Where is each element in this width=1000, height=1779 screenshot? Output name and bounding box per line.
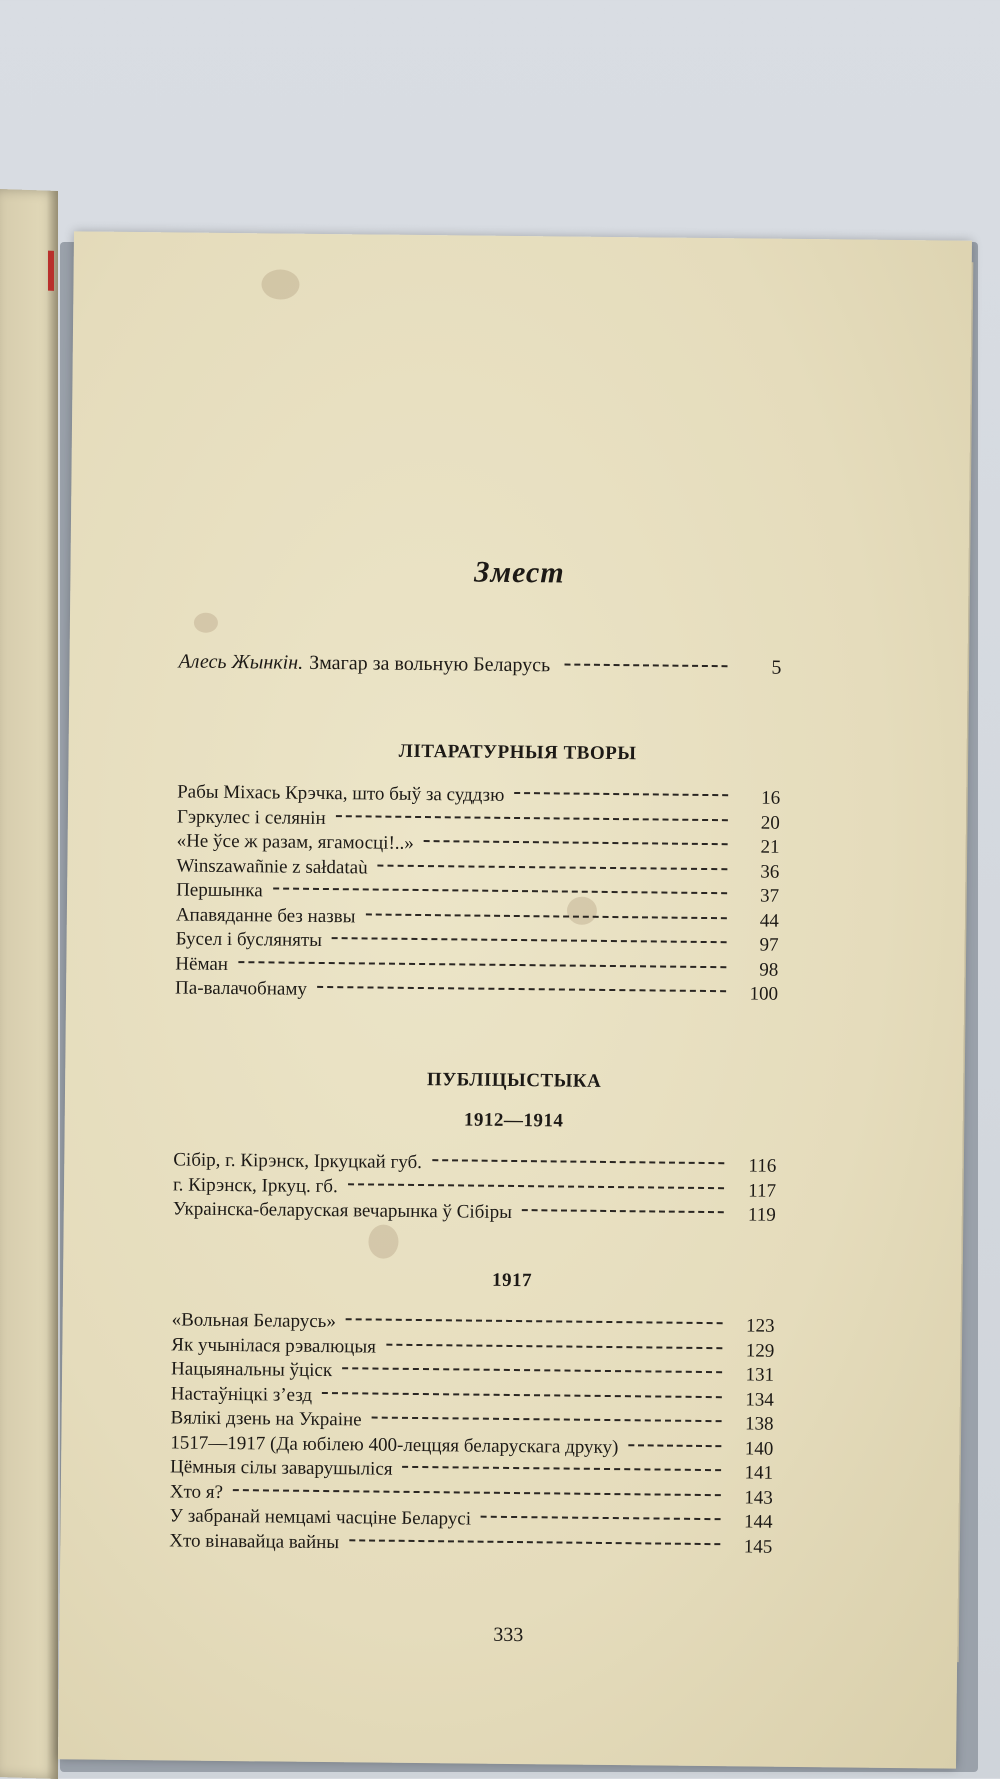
toc-1912 [173, 1148, 777, 1228]
leader-dashes [514, 792, 728, 796]
toc-page: 21 [760, 836, 780, 858]
toc-page: 138 [744, 1413, 774, 1435]
leader-dashes [238, 961, 726, 968]
leader-dashes [322, 1392, 722, 1398]
leader-dashes [432, 1159, 724, 1164]
leader-dashes [233, 1489, 721, 1496]
toc-label: Першынка [176, 879, 263, 902]
leader-dashes [564, 663, 727, 667]
toc-page: 145 [743, 1535, 773, 1558]
leader-dashes [273, 887, 727, 894]
toc-page: 44 [759, 910, 779, 932]
leader-dashes [424, 840, 728, 845]
toc-page: 97 [759, 934, 779, 956]
leader-dashes [348, 1183, 724, 1189]
toc-label: Як учынілася рэвалюцыя [171, 1333, 377, 1358]
toc-label: Апавяданне без назвы [175, 903, 356, 927]
intro-entry [178, 650, 781, 679]
leader-dashes [332, 937, 727, 943]
toc-row [169, 1529, 772, 1560]
toc-label: Хто я? [169, 1480, 224, 1503]
leader-dashes [628, 1444, 721, 1447]
toc-label: Нёман [175, 952, 229, 975]
toc-page: 131 [745, 1364, 775, 1386]
toc-row [175, 976, 778, 1007]
leader-dashes [317, 986, 726, 992]
page-number: 333 [493, 1623, 524, 1647]
left-page-edge [0, 189, 58, 1779]
leader-dashes [522, 1209, 724, 1213]
toc-label: г. Кірэнск, Іркуц. гб. [172, 1173, 338, 1197]
toc-label: Цёмныя сілы заварушыліся [169, 1456, 393, 1480]
section-heading-1912: 1912—1914 [463, 1109, 564, 1132]
toc-1917 [169, 1308, 775, 1559]
section-heading-literary: ЛІТАРАТУРНЫЯ ТВОРЫ [398, 740, 637, 765]
leader-dashes [378, 864, 728, 870]
toc-literary [175, 780, 780, 1007]
toc-label: Вялікі дзень на Украіне [170, 1407, 362, 1431]
toc-page: 129 [745, 1339, 775, 1362]
toc-page: 143 [744, 1486, 773, 1509]
toc-page: 100 [749, 983, 779, 1005]
page-title: Змест [474, 555, 565, 590]
leader-dashes [481, 1516, 721, 1521]
book-page [58, 231, 972, 1768]
leader-dashes [386, 1343, 722, 1349]
toc-row [173, 1197, 776, 1228]
toc-label: Гэркулес і селянін [176, 805, 326, 829]
toc-label: Украінска-беларуская вечарынка ў Сібіры [172, 1198, 513, 1223]
toc-page: 117 [748, 1179, 777, 1202]
bookmark-ribbon [48, 251, 54, 291]
toc-page: 140 [744, 1437, 774, 1460]
intro-text: Змагар за вольную Беларусь [309, 651, 551, 677]
toc-page: 123 [745, 1315, 775, 1337]
toc-label: Па-валачобнаму [174, 977, 308, 1000]
toc-page: 119 [747, 1204, 776, 1226]
toc-page: 37 [759, 885, 780, 907]
toc-page: 134 [745, 1388, 774, 1411]
intro-author: Алесь Жынкін. [178, 650, 304, 674]
toc-label: 1517—1917 (Да юбілею 400-леццяя беларускага друку) [170, 1431, 619, 1458]
leader-dashes [365, 913, 726, 919]
leader-dashes [336, 815, 728, 821]
toc-label: Хто вінавайца вайны [169, 1529, 340, 1553]
toc-page: 36 [760, 861, 780, 883]
toc-label: «Вольная Беларусь» [171, 1309, 336, 1333]
toc-label: Настаўніцкі з’езд [170, 1382, 313, 1406]
toc-page: 16 [761, 787, 781, 809]
stain [368, 1224, 398, 1258]
section-heading-1917: 1917 [491, 1269, 533, 1292]
toc-label: Бусел і бусляняты [175, 928, 323, 951]
section-heading-publicism: ПУБЛІЦЫСТЫКА [426, 1069, 602, 1092]
toc-label: Winszawañnie z sałdataù [176, 854, 368, 878]
toc-label: Рабы Міхась Крэчка, што быў за суддзю [177, 781, 505, 806]
stain [194, 613, 218, 633]
intro-page: 5 [771, 656, 782, 679]
toc-page: 144 [743, 1511, 773, 1533]
leader-dashes [403, 1466, 722, 1471]
toc-page: 20 [760, 812, 780, 834]
leader-dashes [342, 1367, 722, 1373]
toc-label: У забранай немцамі часціне Беларусі [169, 1505, 472, 1530]
stain [261, 269, 299, 299]
leader-dashes [372, 1417, 722, 1423]
toc-label: Нацыянальны ўціск [171, 1358, 333, 1382]
toc-page: 141 [744, 1462, 774, 1484]
toc-page: 98 [759, 959, 779, 981]
leader-dashes [349, 1539, 720, 1545]
toc-label: «Не ўсе ж разам, ягамосці!..» [176, 830, 414, 854]
toc-label: Сібір, г. Кірэнск, Іркуцкай губ. [173, 1149, 423, 1174]
leader-dashes [346, 1318, 723, 1324]
toc-page: 116 [748, 1155, 777, 1177]
